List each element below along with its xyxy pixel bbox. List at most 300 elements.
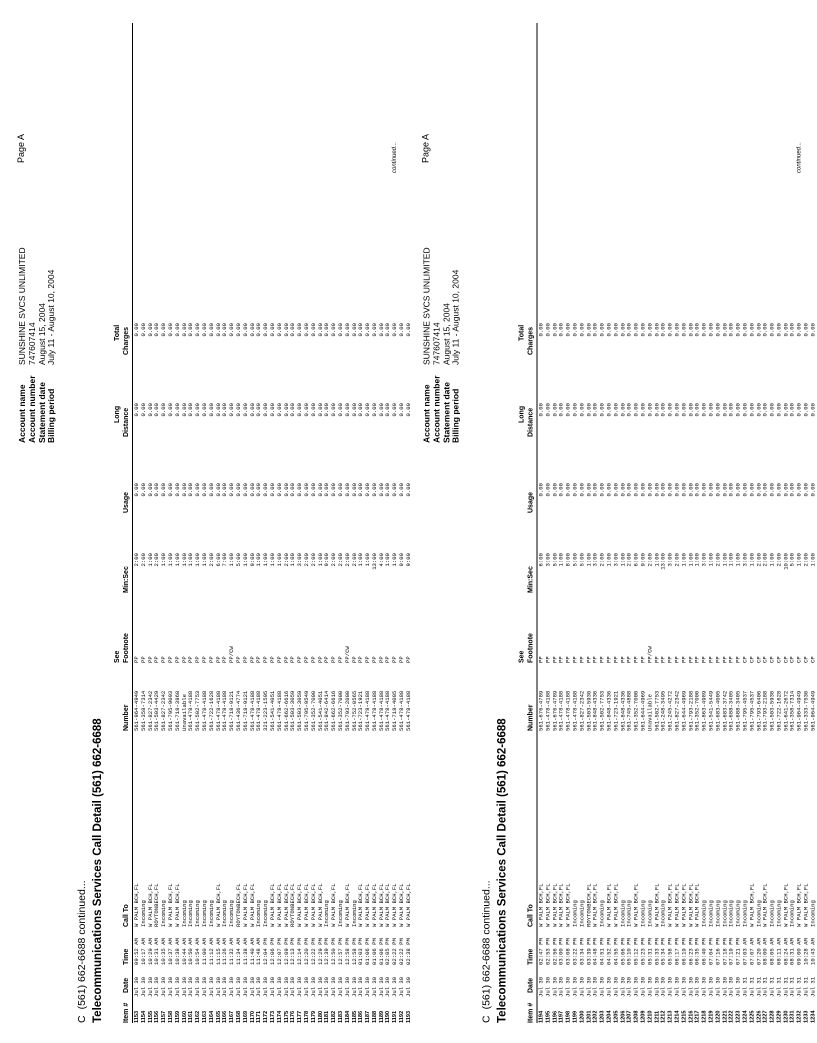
footnote: PP [316,656,324,663]
long-distance: 0.00 [133,403,140,417]
call-to: W PALM BCH,FL [316,883,324,927]
long-distance: 0.00 [666,403,674,417]
call-number: 561-478-4188 [214,690,222,731]
min-sec: 3:00 [612,553,620,567]
usage: 0.00 [619,483,627,497]
item-number: 1214 [674,1010,681,1023]
table-row [148,23,155,1023]
footnote: PP [214,656,222,663]
item-number: 1176 [290,1010,297,1023]
item-number: 1190 [385,1010,392,1023]
item-number: 1153 [134,1010,140,1023]
table-row [392,23,399,1023]
total-charges: 0.00 [755,323,762,337]
footnote: PP [707,656,715,663]
call-to: Incoming [788,900,796,927]
item-number: 1164 [208,1010,215,1023]
call-to: Incoming [755,900,762,927]
item-number: 1220 [715,1010,722,1023]
call-to: W PALM BCH,FL [214,883,222,927]
call-time: 03:39 PM [585,938,593,965]
long-distance: 0.00 [646,403,654,417]
footnote: PP [659,656,667,663]
long-distance: 0.00 [282,403,290,417]
item-number: 1194 [538,1010,545,1023]
call-time: 03:34 PM [578,938,586,965]
call-to: ROYTONBECH,FL [585,883,593,927]
min-sec: 1:00 [166,553,174,567]
long-distance: 0.00 [714,403,722,417]
call-to: Incoming [228,900,236,927]
call-date: Jul 31 [768,976,776,997]
usage: 0.00 [537,483,545,497]
call-time: 04:51 PM [598,938,606,965]
col-see: See [114,650,121,663]
call-time: 04:55 PM [612,938,620,965]
call-date: Jul 30 [166,976,174,997]
usage: 0.00 [598,483,606,497]
total-charges: 0.00 [707,323,715,337]
table-row [134,23,141,1023]
call-date: Jul 30 [544,976,552,997]
min-sec: 1:00 [146,553,154,567]
table-row [209,23,216,1023]
item-number: 1229 [776,1010,783,1023]
total-charges: 0.00 [268,323,276,337]
usage: 0.00 [809,483,817,497]
call-time: 03:08 PM [564,938,572,965]
page-title: Telecommunications Services Call Detail (561) 662-6688 [496,718,509,1023]
total-charges: 0.00 [639,323,647,337]
table-row [647,23,654,1023]
call-to: W PALM BCH,FL [364,883,372,927]
footnote: PP [336,656,344,663]
usage: 0.00 [659,483,667,497]
long-distance: 0.00 [775,403,783,417]
item-number: 1203 [599,1010,606,1023]
usage: 0.00 [323,483,331,497]
call-number: 561-478-4188 [248,690,256,731]
col-min-sec: Min:Sec [123,566,130,593]
item-number: 1198 [565,1010,572,1023]
total-charges: 0.00 [721,323,729,337]
call-date: Jul 31 [775,976,783,997]
total-charges: 0.00 [598,323,606,337]
table-row [695,23,702,1023]
usage: 0.00 [160,483,168,497]
min-sec: 1:00 [200,553,208,567]
total-charges: 0.00 [666,323,674,337]
call-number: 321-223-1595 [262,690,270,731]
total-charges: 0.00 [551,323,559,337]
call-number: 561-793-2000 [343,690,351,731]
call-time: 05:34 PM [659,938,667,965]
table-row [600,23,607,1023]
min-sec: 1:00 [241,553,249,567]
footnote: PP [146,656,154,663]
min-sec: 8:00 [564,553,572,567]
table-row [702,23,709,1023]
item-number: 1227 [762,1010,769,1023]
usage: 0.00 [262,483,270,497]
long-distance: 0.00 [578,403,586,417]
min-sec: 1:00 [255,553,263,567]
min-sec: 2:00 [755,553,762,567]
min-sec: 9:00 [398,553,406,567]
total-charges: 0.00 [248,323,256,337]
col-call-to: Call To [123,904,130,927]
long-distance: 0.00 [200,403,208,417]
long-distance: 0.00 [727,403,735,417]
call-number: 561-641-2672 [782,690,790,731]
call-date: Jul 30 [734,976,742,997]
call-date: Jul 30 [673,976,681,997]
billing-period-label: Billing period [46,388,57,443]
long-distance: 0.00 [639,403,647,417]
call-date: Jul 30 [139,976,147,997]
item-number: 1188 [371,1010,378,1023]
call-time: 11:48 AM [255,938,263,965]
item-number: 1171 [256,1010,263,1023]
min-sec: 1:00 [357,553,365,567]
item-number: 1159 [174,1010,181,1023]
table-row [790,23,797,1023]
usage: 0.00 [571,483,579,497]
long-distance: 0.00 [653,403,661,417]
long-distance: 0.00 [241,403,249,417]
table-row [613,23,620,1023]
call-number: 561-662-6616 [330,690,338,731]
call-to: W PALM BCH,FL [384,883,392,927]
call-date: Jul 30 [578,976,586,997]
total-charges: 0.00 [802,323,810,337]
col-date: Date [527,977,535,993]
footnote: CP [741,656,749,663]
footnote: PP [571,656,579,663]
table-row [236,23,243,1023]
call-date: Jul 30 [680,976,688,997]
footnote: PP [289,656,297,663]
total-charges: 0.00 [734,323,742,337]
table-row [804,23,811,1023]
item-number: 1157 [161,1010,168,1023]
long-distance: 0.00 [370,403,378,417]
call-to: W PALM BCH,FL [612,883,620,927]
call-time: 12:57 PM [336,938,344,965]
table-row [634,23,641,1023]
long-distance: 0.00 [173,403,181,417]
total-charges: 0.00 [289,323,297,337]
call-time: 02:56 PM [551,938,559,965]
call-to: W PALM BCH,FL [166,883,174,927]
long-distance: 0.00 [234,403,242,417]
continued-note: continued... [796,141,803,173]
total-charges: 0.00 [585,323,593,337]
call-number: 561-502-7753 [598,690,606,731]
table-row [324,23,331,1023]
long-distance: 0.00 [302,403,310,417]
footnote: PP [153,656,161,663]
min-sec: 1:00 [795,553,803,567]
item-number: 1161 [188,1010,195,1023]
call-to: W PALM BCH,FL [275,883,283,927]
statement-date-label: Statement date [36,382,47,443]
call-time: 07:04 PM [707,938,715,965]
call-time: 12:14 PM [296,938,304,965]
footnote: PP [350,656,358,663]
call-to: W PALM BCH,FL [591,883,599,927]
footnote: PP [721,656,729,663]
total-charges: 0.00 [653,323,661,337]
min-sec: 1:00 [187,553,195,567]
call-time: 12:07 PM [275,938,283,965]
table-row [195,23,202,1023]
item-number: 1185 [351,1010,358,1023]
account-number: 747607414 [26,322,37,365]
total-charges: 0.00 [659,323,667,337]
item-number: 1175 [283,1010,290,1023]
call-date: Jul 30 [398,976,406,997]
usage: 0.00 [214,483,222,497]
long-distance: 0.00 [700,403,708,417]
call-to: W PALM BCH,FL [309,883,317,927]
call-time: 07:19 PM [727,938,735,965]
min-sec: 1:00 [653,553,661,567]
usage: 0.00 [350,483,358,497]
call-date: Jul 30 [727,976,735,997]
usage: 0.00 [755,483,762,497]
account-name-label: Account name [421,384,432,443]
footnote: PP [296,656,304,663]
usage: 0.00 [404,483,412,497]
footnote: PP [139,656,147,663]
min-sec: 7:00 [221,553,229,567]
item-number: 1221 [722,1010,729,1023]
call-number: 561-662-6616 [282,690,290,731]
footnote: PP [323,656,331,663]
call-number: 561-722-1628 [775,690,783,731]
call-date: Jul 30 [370,976,378,997]
table-row [545,23,552,1023]
call-number: 561-333-7530 [802,690,810,731]
col-time: Time [527,948,535,965]
long-distance: 0.00 [262,403,270,417]
min-sec: 1:00 [557,553,565,567]
account-info [18,205,57,443]
total-charges: 0.00 [255,323,263,337]
footnote: PP [370,656,378,663]
long-distance: 0.00 [336,403,344,417]
table-row [338,23,345,1023]
call-date: Jul 30 [404,976,412,997]
footnote: PP [612,656,620,663]
min-sec: 2:00 [802,553,810,567]
call-to: Incoming [734,900,742,927]
table-row [668,23,675,1023]
footnote: PP [234,656,242,663]
min-sec: 1:00 [275,553,283,567]
call-to: W PALM BCH,FL [248,883,256,927]
item-number: 1208 [633,1010,640,1023]
call-date: Jul 30 [605,976,613,997]
call-date: Jul 30 [234,976,242,997]
min-sec: 9:00 [404,553,412,567]
table-row [715,23,722,1023]
call-time: 04:48 PM [591,938,599,965]
long-distance: 0.00 [323,403,331,417]
total-charges: 0.00 [296,323,304,337]
table-row [736,23,743,1023]
usage: 0.00 [544,483,552,497]
long-distance: 0.00 [809,403,817,417]
item-number: 1215 [681,1010,688,1023]
call-time: 12:50 PM [330,938,338,965]
long-distance: 0.00 [619,403,627,417]
min-sec: 1:00 [605,553,613,567]
min-sec: 6:00 [214,553,222,567]
item-number: 1187 [365,1010,372,1023]
section-heading [76,880,88,1023]
item-number: 1199 [572,1010,579,1023]
item-number: 1210 [647,1010,654,1023]
footnote: CP [748,656,756,663]
table-row [722,23,729,1023]
long-distance: 0.00 [693,403,701,417]
col-footnote: Footnote [123,633,130,663]
total-charges: 0.00 [323,323,331,337]
total-charges: 0.00 [564,323,572,337]
call-number: 561-478-4188 [377,690,385,731]
total-charges: 0.00 [687,323,695,337]
call-date: Jul 30 [391,976,399,997]
min-sec: 2:00 [714,553,722,567]
call-time: 08:24 AM [782,938,790,965]
long-distance: 0.00 [741,403,749,417]
item-number: 1165 [215,1010,222,1023]
usage: 0.00 [761,483,769,497]
call-to: Incoming [336,900,344,927]
call-number: 561-502-7753 [194,690,202,731]
footnote: PP [248,656,256,663]
long-distance: 0.00 [755,403,762,417]
call-time: 12:06 PM [268,938,276,965]
call-number: 561-503-5930 [585,690,593,731]
footnote: CP [795,656,803,663]
call-time: 07:03 AM [741,938,749,965]
long-distance: 0.00 [571,403,579,417]
item-number: 1216 [688,1010,695,1023]
long-distance: 0.00 [612,403,620,417]
table-row [552,23,559,1023]
total-charges: 0.00 [364,323,372,337]
item-number: 1207 [626,1010,633,1023]
table-row [372,23,379,1023]
table-row [742,23,749,1023]
footnote: PP [133,656,140,663]
total-charges: 0.00 [748,323,756,337]
col-total: Total [114,324,121,341]
table-row [161,23,168,1023]
item-number: 1234 [810,1010,817,1023]
footnote: PP [262,656,270,663]
call-date: Jul 30 [262,976,270,997]
call-time: 07:18 PM [721,938,729,965]
call-number: 561-752-0565 [350,690,358,731]
footnote: PP [591,656,599,663]
long-distance: 0.00 [782,403,790,417]
table-row [304,23,311,1023]
table-row [256,23,263,1023]
item-number: 1218 [701,1010,708,1023]
total-charges: 0.00 [571,323,579,337]
call-time: 08:00 AM [761,938,769,965]
call-time: 10:37 AM [166,938,174,965]
min-sec: 1:00 [173,553,181,567]
footnote: PP [398,656,406,663]
call-date: Jul 30 [214,976,222,997]
call-time: 06:35 PM [693,938,701,965]
usage: 0.00 [255,483,263,497]
call-date: Jul 30 [187,976,195,997]
total-charges: 0.00 [370,323,378,337]
call-time: 11:15 AM [214,938,222,965]
long-distance: 0.00 [377,403,385,417]
call-to: W PALM BCH,FL [666,883,674,927]
long-distance: 0.00 [680,403,688,417]
account-number-label: Account number [431,375,442,443]
call-date: Jul 30 [591,976,599,997]
col-usage: Usage [123,491,130,513]
usage: 0.00 [336,483,344,497]
item-number: 1211 [654,1010,661,1023]
call-date: Jul 30 [619,976,627,997]
table-row [318,23,325,1023]
call-date: Jul 31 [782,976,790,997]
item-number: 1209 [640,1010,647,1023]
footnote: PP/CW [228,646,236,663]
call-to: W PALM BCH,FL [680,883,688,927]
min-sec: 2:00 [133,553,140,567]
call-number: 561-848-4336 [605,690,613,731]
usage: 0.00 [714,483,722,497]
call-time: 11:26 AM [221,938,229,965]
call-to: W PALM BCH,FL [795,883,803,927]
table-row [620,23,627,1023]
min-sec: 2:00 [282,553,290,567]
call-number: 561-503-5930 [768,690,776,731]
total-charges: 0.00 [302,323,310,337]
min-sec: 2:00 [761,553,769,567]
statement-page-2 [405,0,817,1043]
call-number: 561-718-3868 [173,690,181,731]
total-charges: 0.00 [384,323,392,337]
usage: 0.00 [153,483,161,497]
call-number: Unavailable [180,694,188,731]
item-number: 1232 [796,1010,803,1023]
total-charges: 0.00 [619,323,627,337]
total-charges: 0.00 [153,323,161,337]
usage: 0.00 [564,483,572,497]
item-number: 1186 [358,1010,365,1023]
footnote: PP [578,656,586,663]
total-charges: 0.00 [632,323,640,337]
item-number: 1201 [586,1010,593,1023]
call-number: 561-478-4188 [255,690,263,731]
page-title: Telecommunications Services Call Detail (561) 662-6688 [92,718,104,1023]
column-headers [515,23,538,1023]
min-sec: 1:00 [734,553,742,567]
billing-period: July 11 - August 10, 2004 [450,269,461,365]
